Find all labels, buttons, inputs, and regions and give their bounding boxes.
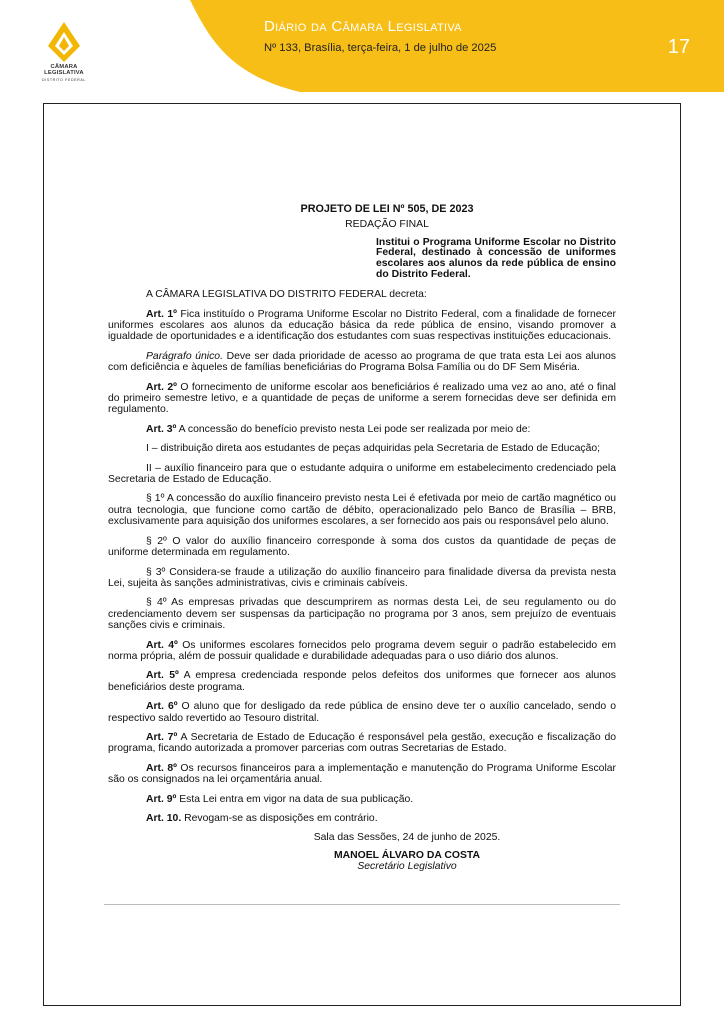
article-paragraph	[108, 382, 616, 416]
article-paragraph	[108, 732, 616, 755]
article-paragraph	[108, 493, 616, 527]
closing-line: Sala das Sessões, 24 de junho de 2025.	[313, 832, 501, 844]
article-text: Deve ser dada prioridade de acesso ao programa de que trata esta Lei aos alunos com deficiência e àqueles de famílias beneficiárias do Programa Bolsa Família ou do DF Sem Miséria.	[108, 350, 617, 374]
article-label: Art. 7º	[146, 731, 178, 743]
article-label: Parágrafo único.	[146, 350, 223, 362]
article-label: Art. 4º	[146, 639, 178, 651]
article-text: Fica instituído o Programa Uniforme Escolar no Distrito Federal, com a finalidade de fornecer uniformes escolares aos alunos da educação básica da rede pública de ensino, visando promover a igualdade de oportunidades e a identificação dos estudantes com suas respectivas instituições educacionais.	[108, 308, 616, 343]
article-paragraph	[108, 813, 616, 824]
article-label: Art. 2º	[146, 381, 177, 393]
article-paragraph	[108, 536, 616, 559]
article-label: Art. 9º	[146, 793, 177, 805]
article-text: O aluno que for desligado da rede pública de ensino deve ter o auxílio cancelado, sendo o respectivo saldo revertido ao Tesouro distrital.	[108, 701, 616, 724]
article-paragraph	[108, 597, 616, 631]
article-paragraph	[108, 670, 616, 693]
issue-line: Nº 133, Brasília, terça-feira, 1 de julho de 2025	[264, 42, 497, 54]
bill-subtitle: REDAÇÃO FINAL	[345, 219, 429, 231]
logo-wordmark: CÂMARA LEGISLATIVA DISTRITO FEDERAL	[42, 64, 86, 82]
article-text: II – auxílio financeiro para que o estudante adquira o uniforme em estabelecimento credenciado pela Secretaria de Estado de Educação.	[108, 462, 616, 486]
article-text: A concessão do benefício previsto nesta Lei pode ser realizada por meio de:	[176, 423, 531, 435]
page-number: 17	[667, 36, 690, 58]
journal-title: Diário da Câmara Legislativa	[264, 18, 462, 35]
article-text: Revogam-se as disposições em contrário.	[181, 813, 378, 824]
article-text: A empresa credenciada responde pelos defeitos dos uniformes que fornecer aos alunos beneficiários deste programa.	[108, 670, 616, 693]
signer-role: Secretário Legislativo	[357, 861, 457, 873]
article-paragraph	[108, 701, 616, 724]
bill-title: PROJETO DE LEI Nº 505, DE 2023	[300, 203, 474, 215]
bottom-rule	[104, 904, 620, 905]
article-list	[108, 309, 616, 825]
article-text: Os uniformes escolares fornecidos pelo programa devem seguir o padrão estabelecido em norma própria, além de possuir qualidade e durabilidade adequadas para o uso diário dos alunos.	[108, 639, 617, 662]
article-text: § 2º O valor do auxílio financeiro corresponde à soma dos custos da quantidade de peças de uniforme determinada em regulamento.	[108, 535, 616, 559]
article-paragraph	[108, 640, 616, 663]
article-text: Os recursos financeiros para a implementação e manutenção do Programa Uniforme Escolar são os consignados na lei orçamentária anual.	[108, 762, 616, 786]
bill-ementa: Institui o Programa Uniforme Escolar no Distrito Federal, destinado à concessão de uniformes escolares aos alunos da rede pública de ensino do Distrito Federal.	[376, 236, 616, 280]
article-text: § 4º As empresas privadas que descumprirem as normas desta Lei, de seu regulamento ou do credenciamento devem ser suspensas da participação no programa por 3 anos, sem prejuízo de eventuais sanções civis e criminais.	[108, 597, 616, 632]
article-label: Art. 10.	[146, 813, 182, 824]
bill-document	[108, 204, 616, 873]
article-text: I – distribuição direta aos estudantes de peças adquiridas pela Secretaria de Estado de Educação;	[146, 443, 601, 455]
article-label: Art. 6º	[146, 701, 178, 713]
article-text: § 3º Considera-se fraude a utilização do auxílio financeiro para finalidade diversa da prevista nesta Lei, sujeita às sanções administrativas, civis e criminais cabíveis.	[108, 566, 616, 589]
signer-name: MANOEL ÁLVARO DA COSTA	[333, 849, 481, 861]
article-paragraph	[108, 763, 616, 786]
article-label: Art. 8º	[146, 762, 177, 774]
article-paragraph	[108, 463, 616, 486]
article-text: § 1º A concessão do auxílio financeiro previsto nesta Lei é efetivada por meio de cartão magnético ou outra tecnologia, que funcione como cartão de débito, operacionalizado pelo Banco de Brasília – BRB, exclusivamente para aquisição dos uniformes escolares, a ser fornecido aos pais ou responsável pelo aluno.	[108, 493, 616, 528]
article-label: Art. 5º	[146, 670, 179, 682]
article-label: Art. 1º	[146, 308, 177, 320]
article-label: Art. 3º	[146, 423, 177, 435]
enactment-clause: A CÂMARA LEGISLATIVA DO DISTRITO FEDERAL decreta:	[146, 289, 427, 301]
article-paragraph	[108, 794, 616, 805]
article-text: A Secretaria de Estado de Educação é responsável pela gestão, execução e fiscalização do programa, ficando autorizada a promover parcerias com outras Secretarias de Estado.	[108, 731, 616, 755]
article-paragraph	[108, 567, 616, 590]
article-paragraph	[108, 351, 616, 374]
article-paragraph	[108, 443, 616, 454]
article-text: Esta Lei entra em vigor na data de sua publicação.	[176, 793, 414, 805]
article-paragraph	[108, 309, 616, 343]
article-paragraph	[108, 424, 616, 435]
article-text: O fornecimento de uniforme escolar aos beneficiários é realizado uma vez ao ano, até o final do primeiro semestre letivo, e a quantidade de peças de uniforme a serem fornecidas deve ser definida em regulamento.	[108, 381, 616, 416]
